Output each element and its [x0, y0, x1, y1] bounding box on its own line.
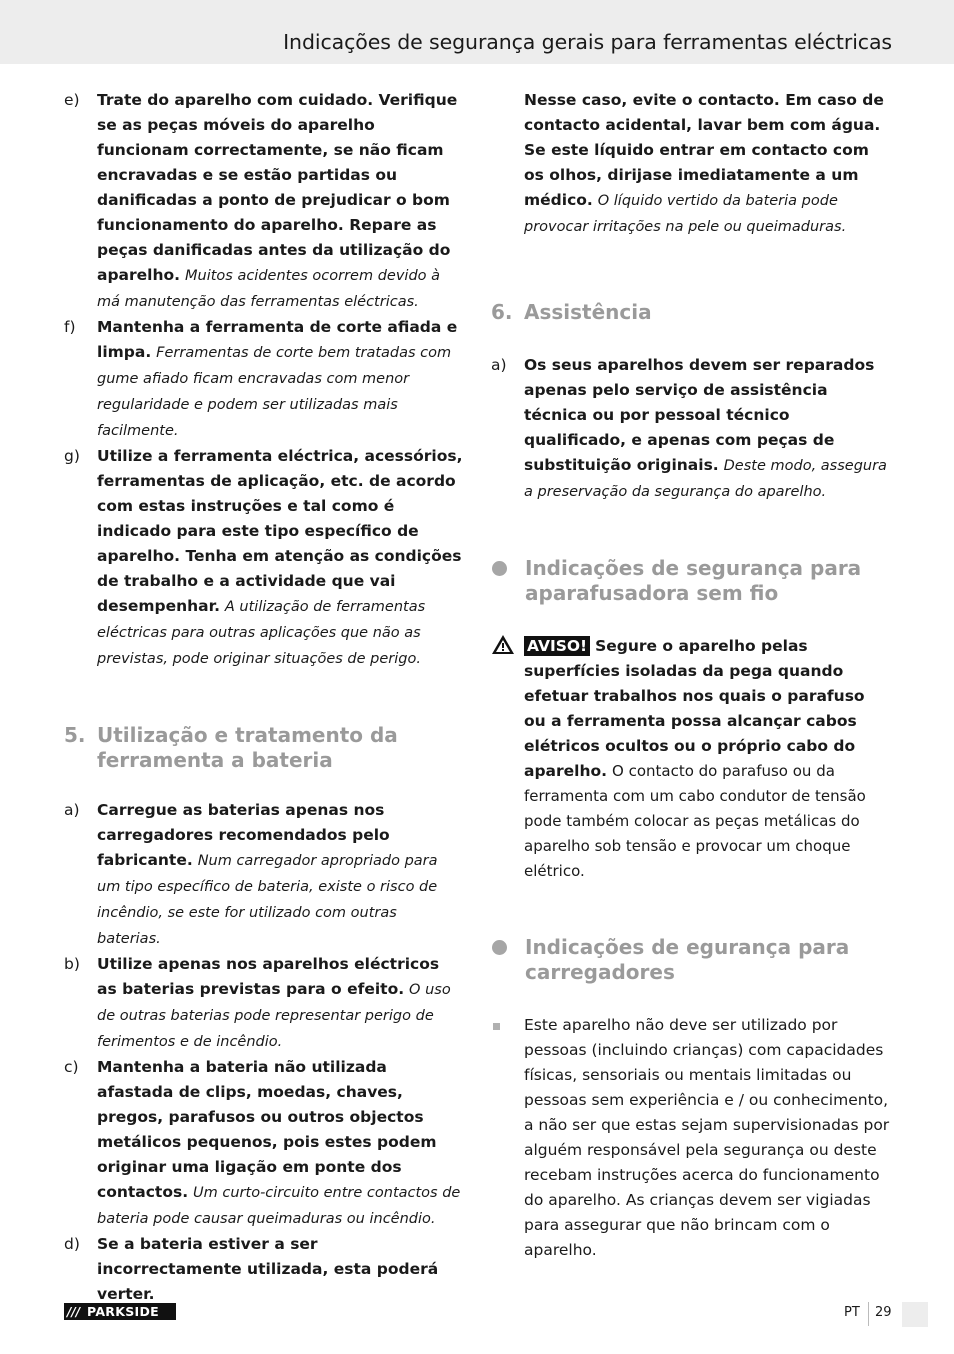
item-label: a)	[64, 801, 80, 819]
section-number: 5.	[64, 723, 86, 747]
item-bold-text: Segure o aparelho pelas superfícies isoladas da pega quando efetuar trabalhos nos quais o parafuso ou a ferramenta possa alcançar cabos elétricos ocultos ou o próprio cabo do aparelho.	[524, 637, 865, 780]
item-italic-text: O uso de outras baterias pode representar perigo de ferimentos e de incêndio.	[97, 982, 451, 1050]
item-bold-text: Utilize a ferramenta eléctrica, acessórios, ferramentas de aplicação, etc. de acordo com estas instruções e tal como é indicado para este tipo específico de aparelho. Tenha em atenção as condições de trabalho e a actividade que vai desempenhar.	[97, 447, 463, 615]
list-item-g	[64, 444, 464, 672]
item-label: a)	[491, 356, 507, 374]
warning-triangle-icon	[491, 634, 515, 655]
section-number: 6.	[491, 300, 513, 324]
logo-slashes: ///	[67, 1304, 81, 1319]
charger-safety-heading	[491, 935, 891, 985]
section-5-heading	[64, 723, 464, 773]
brand-logo	[64, 1303, 176, 1320]
item-italic-text: Um curto-circuito entre contactos de bateria pode causar queimaduras ou incêndio.	[97, 1185, 461, 1227]
list-item-a	[64, 798, 464, 952]
item-bold-text: Nesse caso, evite o contacto. Em caso de contacto acidental, lavar bem com água. Se este líquido entrar em contacto com os olhos, dirijase imediatamente a um médico.	[524, 91, 884, 209]
list-item-d	[64, 1232, 464, 1307]
warning-badge: AVISO!	[524, 636, 590, 656]
item-label: d)	[64, 1235, 80, 1253]
screwdriver-safety-heading	[491, 556, 891, 606]
item-bold-text: Os seus aparelhos devem ser reparados apenas pelo serviço de assistência técnica ou por pessoal técnico qualificado, e apenas com peças de substituição originais.	[524, 356, 875, 474]
bullet-dot-icon	[492, 940, 507, 955]
section-title: Assistência	[524, 300, 652, 324]
item-label: f)	[64, 318, 76, 336]
item-label: e)	[64, 91, 80, 109]
footer-divider	[868, 1302, 869, 1326]
item-label: b)	[64, 955, 80, 973]
list-item-e	[64, 88, 464, 315]
list-item-d-continued	[491, 88, 891, 240]
list-item-a6	[491, 353, 891, 505]
item-italic-text: O líquido vertido da bateria pode provocar irritações na pele ou queimaduras.	[524, 193, 847, 235]
list-item-c	[64, 1055, 464, 1232]
section-6-heading	[491, 300, 891, 325]
item-label: c)	[64, 1058, 79, 1076]
item-italic-text: Num carregador apropriado para um tipo específico de bateria, existe o risco de incêndio, se este for utilizado com outras baterias.	[97, 853, 438, 947]
item-normal-text: O contacto do parafuso ou da ferramenta com um cabo condutor de tensão pode também colocar as peças metálicas do aparelho sob tensão e provocar um choque elétrico.	[524, 762, 866, 880]
bullet-dot-icon	[492, 561, 507, 576]
right-column	[491, 88, 891, 1263]
item-label: g)	[64, 447, 80, 465]
item-italic-text: Muitos acidentes ocorrem devido à má manutenção das ferramentas eléctricas.	[97, 268, 441, 310]
bullet-item	[491, 1013, 891, 1263]
warning-block	[491, 634, 891, 884]
section-title: Utilização e tratamento da ferramenta a bateria	[97, 723, 398, 772]
list-item-f	[64, 315, 464, 444]
heading-text: Indicações de segurança para aparafusadora sem fio	[525, 556, 862, 605]
square-bullet-icon	[493, 1023, 500, 1030]
item-italic-text: Ferramentas de corte bem tratadas com gume afiado ficam encravadas com menor regularidade e podem ser utilizadas mais facilmente.	[97, 345, 452, 439]
item-bold-text: Mantenha a ferramenta de corte afiada e limpa.	[97, 318, 458, 361]
logo-text: PARKSIDE	[87, 1304, 159, 1319]
item-bold-text: Carregue as baterias apenas nos carregadores recomendados pelo fabricante.	[97, 801, 390, 869]
page-number: 29	[875, 1305, 892, 1320]
heading-text: Indicações de egurança para carregadores	[525, 935, 850, 984]
list-item-b	[64, 952, 464, 1055]
item-bold-text: Utilize apenas nos aparelhos eléctricos as baterias previstas para o efeito.	[97, 955, 440, 998]
left-column	[64, 88, 464, 1307]
item-italic-text: A utilização de ferramentas eléctricas para outras aplicações que não as previstas, pode originar situações de perigo.	[97, 599, 426, 667]
bullet-text: Este aparelho não deve ser utilizado por pessoas (incluindo crianças) com capacidades físicas, sensoriais ou mentais limitadas ou pessoas sem experiência e / ou conhecimento, a não ser que estas sejam supervisionadas por alguém responsável pela segurança ou deste recebam instruções acerca do funcionamento do aparelho. As crianças devem ser vigiadas para assegurar que não brincam com o aparelho.	[524, 1016, 890, 1259]
language-code: PT	[844, 1305, 860, 1320]
item-bold-text: Mantenha a bateria não utilizada afastada de clips, moedas, chaves, pregos, parafusos ou outros objectos metálicos pequenos, pois estes podem originar uma ligação em ponte dos contactos.	[97, 1058, 437, 1201]
page-title: Indicações de segurança gerais para ferramentas eléctricas	[283, 30, 892, 54]
footer-box	[902, 1302, 928, 1327]
item-italic-text: Deste modo, assegura a preservação da segurança do aparelho.	[524, 458, 887, 500]
item-bold-text: Se a bateria estiver a ser incorrectamente utilizada, esta poderá verter.	[97, 1235, 439, 1303]
item-bold-text: Trate do aparelho com cuidado. Verifique se as peças móveis do aparelho funcionam correctamente, se não ficam encravadas e se estão partidas ou danificadas a ponto de prejudicar o bom funcionamento do aparelho. Repare as peças danificadas antes da utilização do aparelho.	[97, 91, 458, 284]
